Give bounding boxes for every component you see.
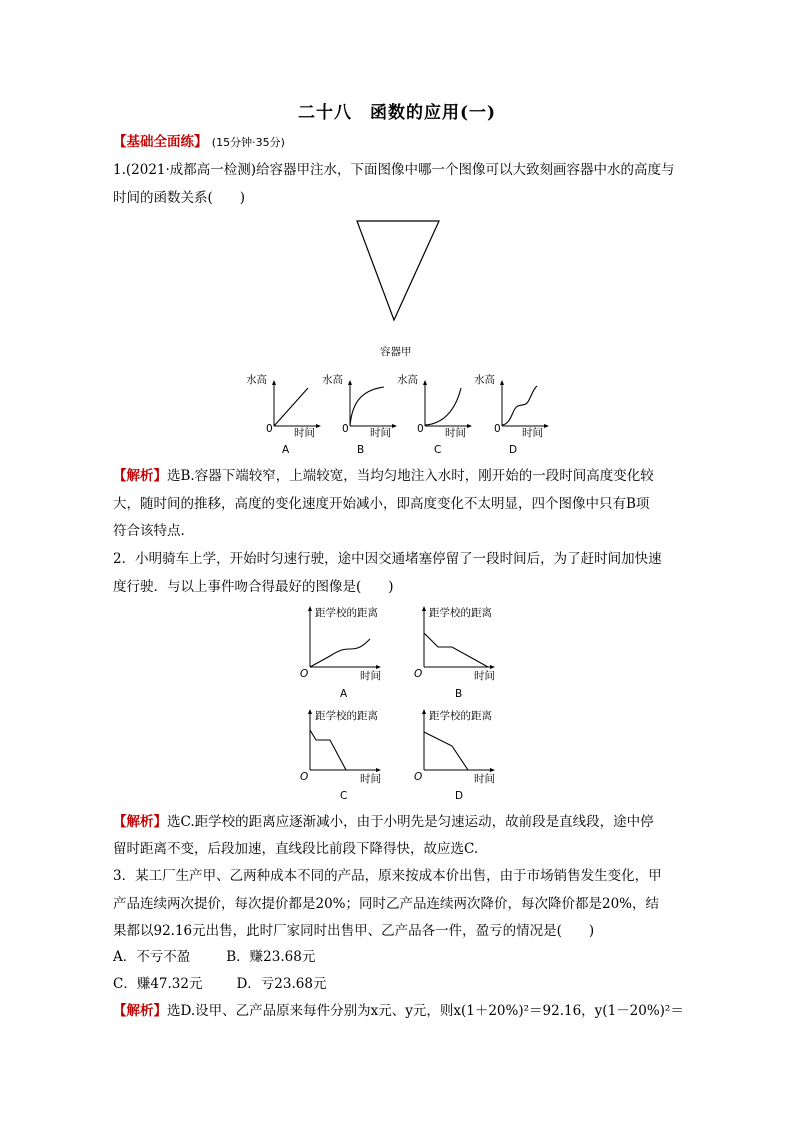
- curve-decreasing-fast-end: [310, 730, 346, 770]
- q3-option-a: A．不亏不盈: [113, 949, 191, 965]
- y-axis-label: 水高: [246, 374, 267, 386]
- q1-option-a: A: [282, 444, 290, 456]
- origin-label: O: [300, 771, 309, 783]
- y-axis-label: 距学校的距离: [429, 710, 492, 722]
- q3-option-b: B．赚23.68元: [226, 949, 316, 965]
- y-axis-label: 水高: [322, 374, 343, 386]
- q2-option-a: A: [340, 688, 348, 700]
- y-axis-arrow: [422, 606, 426, 611]
- a2-line1: [113, 812, 685, 832]
- y-axis-arrow: [308, 606, 312, 611]
- a1-line2: 大，随时间的推移，高度的变化速度开始减小，即高度变化不太明显，四个图像中只有B项: [113, 496, 650, 512]
- origin-label: 0: [342, 423, 349, 435]
- section-meta: (15分钟·35分): [211, 136, 285, 149]
- curve-convex: [425, 388, 461, 425]
- x-axis-arrow: [544, 424, 549, 428]
- a1-line1: [113, 466, 685, 486]
- section-tag: 【基础全面练】: [113, 134, 208, 150]
- q2-option-c: C: [340, 790, 348, 802]
- y-axis-arrow: [500, 380, 504, 385]
- q1-option-c: C: [434, 444, 442, 456]
- a3-line1: [113, 1001, 685, 1021]
- q2-graph-b: [404, 603, 504, 683]
- a3-tag: 【解析】: [113, 1003, 167, 1019]
- y-axis-arrow: [272, 380, 276, 385]
- curve-decreasing-no-stop: [424, 732, 468, 770]
- x-axis-label: 时间: [294, 427, 315, 439]
- q3-options-row2: [113, 974, 685, 994]
- x-axis-arrow: [316, 424, 321, 428]
- inverted-cone-shape: [357, 221, 439, 320]
- origin-label: O: [300, 668, 309, 680]
- q1-graph-d: [474, 372, 543, 442]
- x-axis-arrow: [490, 665, 495, 669]
- q3-option-c: C．赚47.32元: [113, 976, 203, 992]
- a1-tag: 【解析】: [113, 468, 167, 484]
- q3-options-row1: [113, 947, 685, 967]
- y-axis-label: 距学校的距离: [315, 607, 378, 619]
- x-axis-arrow: [467, 424, 472, 428]
- y-axis-label: 水高: [397, 374, 418, 386]
- curve-linear: [274, 388, 308, 426]
- x-axis-label: 时间: [474, 773, 495, 785]
- q2-option-b: B: [455, 688, 463, 700]
- a2-text1: 选C.距学校的距离应逐渐减小，由于小明先是匀速运动，故前段是直线段，途中停: [167, 814, 654, 830]
- x-axis-label: 时间: [445, 427, 466, 439]
- q1-text-line2: 时间的函数关系( ): [113, 190, 246, 206]
- y-axis-label: 距学校的距离: [315, 710, 378, 722]
- container-caption: 容器甲: [380, 346, 412, 358]
- q1-graph-b: [322, 372, 391, 442]
- x-axis-arrow: [376, 768, 381, 772]
- q2-graph-a: [290, 603, 390, 683]
- y-axis-arrow: [308, 709, 312, 714]
- section-header: [113, 132, 685, 153]
- a2-line2: 留时距离不变，后段加速，直线段比前段下降得快，故应选C.: [113, 841, 479, 857]
- q2-option-d: D: [455, 790, 464, 802]
- q2-text-line2: 度行驶．与以上事件吻合得最好的图像是( ): [113, 579, 394, 595]
- curve-concave: [350, 387, 384, 426]
- curve-decreasing-slow-end: [424, 633, 488, 667]
- x-axis-label: 时间: [360, 670, 381, 682]
- curve-s-shape: [502, 386, 537, 425]
- origin-label: O: [414, 668, 423, 680]
- q3-text-line1: 3．某工厂生产甲、乙两种成本不同的产品，原来按成本价出售，由于市场销售发生变化，甲: [113, 868, 662, 884]
- curve-increasing: [310, 639, 370, 667]
- q2-graph-d: [404, 706, 504, 786]
- q3-option-d: D．亏23.68元: [236, 976, 327, 992]
- q1-option-d: D: [509, 444, 518, 456]
- x-axis-label: 时间: [360, 773, 381, 785]
- page-title: 二十八 函数的应用(一): [297, 103, 497, 123]
- x-axis-label: 时间: [522, 427, 543, 439]
- a2-tag: 【解析】: [113, 814, 167, 830]
- x-axis-label: 时间: [474, 670, 495, 682]
- y-axis-label: 水高: [474, 374, 495, 386]
- a3-text1: 选D.设甲、乙产品原来每件分别为x元、y元，则x(1＋20%)²＝92.16，y(1－20%)²＝: [167, 1003, 684, 1019]
- x-axis-label: 时间: [370, 427, 391, 439]
- x-axis-arrow: [376, 665, 381, 669]
- q3-text-line2: 产品连续两次提价，每次提价都是20%；同时乙产品连续两次降价，每次降价都是20%，结: [113, 896, 660, 912]
- q2-graph-c: [290, 706, 390, 786]
- origin-label: 0: [494, 423, 501, 435]
- q1-text-line1: 1.(2021·成都高一检测)给容器甲注水，下面图像中哪一个图像可以大致刻画容器中水的高度与: [113, 162, 675, 178]
- q1-option-b: B: [357, 444, 365, 456]
- a1-line3: 符合该特点.: [113, 523, 185, 539]
- y-axis-arrow: [348, 380, 352, 385]
- origin-label: 0: [417, 423, 424, 435]
- q1-graph-a: [246, 372, 315, 442]
- y-axis-label: 距学校的距离: [429, 607, 492, 619]
- a1-text1: 选B.容器下端较窄，上端较宽，当均匀地注入水时，刚开始的一段时间高度变化较: [167, 468, 654, 484]
- origin-label: O: [414, 771, 423, 783]
- q1-graph-c: [397, 372, 466, 442]
- container-jia-figure: [355, 218, 445, 323]
- x-axis-arrow: [490, 768, 495, 772]
- origin-label: 0: [266, 423, 273, 435]
- q2-text-line1: 2．小明骑车上学，开始时匀速行驶，途中因交通堵塞停留了一段时间后，为了赶时间加快速: [113, 551, 662, 567]
- y-axis-arrow: [422, 709, 426, 714]
- q3-text-line3: 果都以92.16元出售，此时厂家同时出售甲、乙产品各一件，盈亏的情况是( ): [113, 923, 595, 939]
- y-axis-arrow: [423, 380, 427, 385]
